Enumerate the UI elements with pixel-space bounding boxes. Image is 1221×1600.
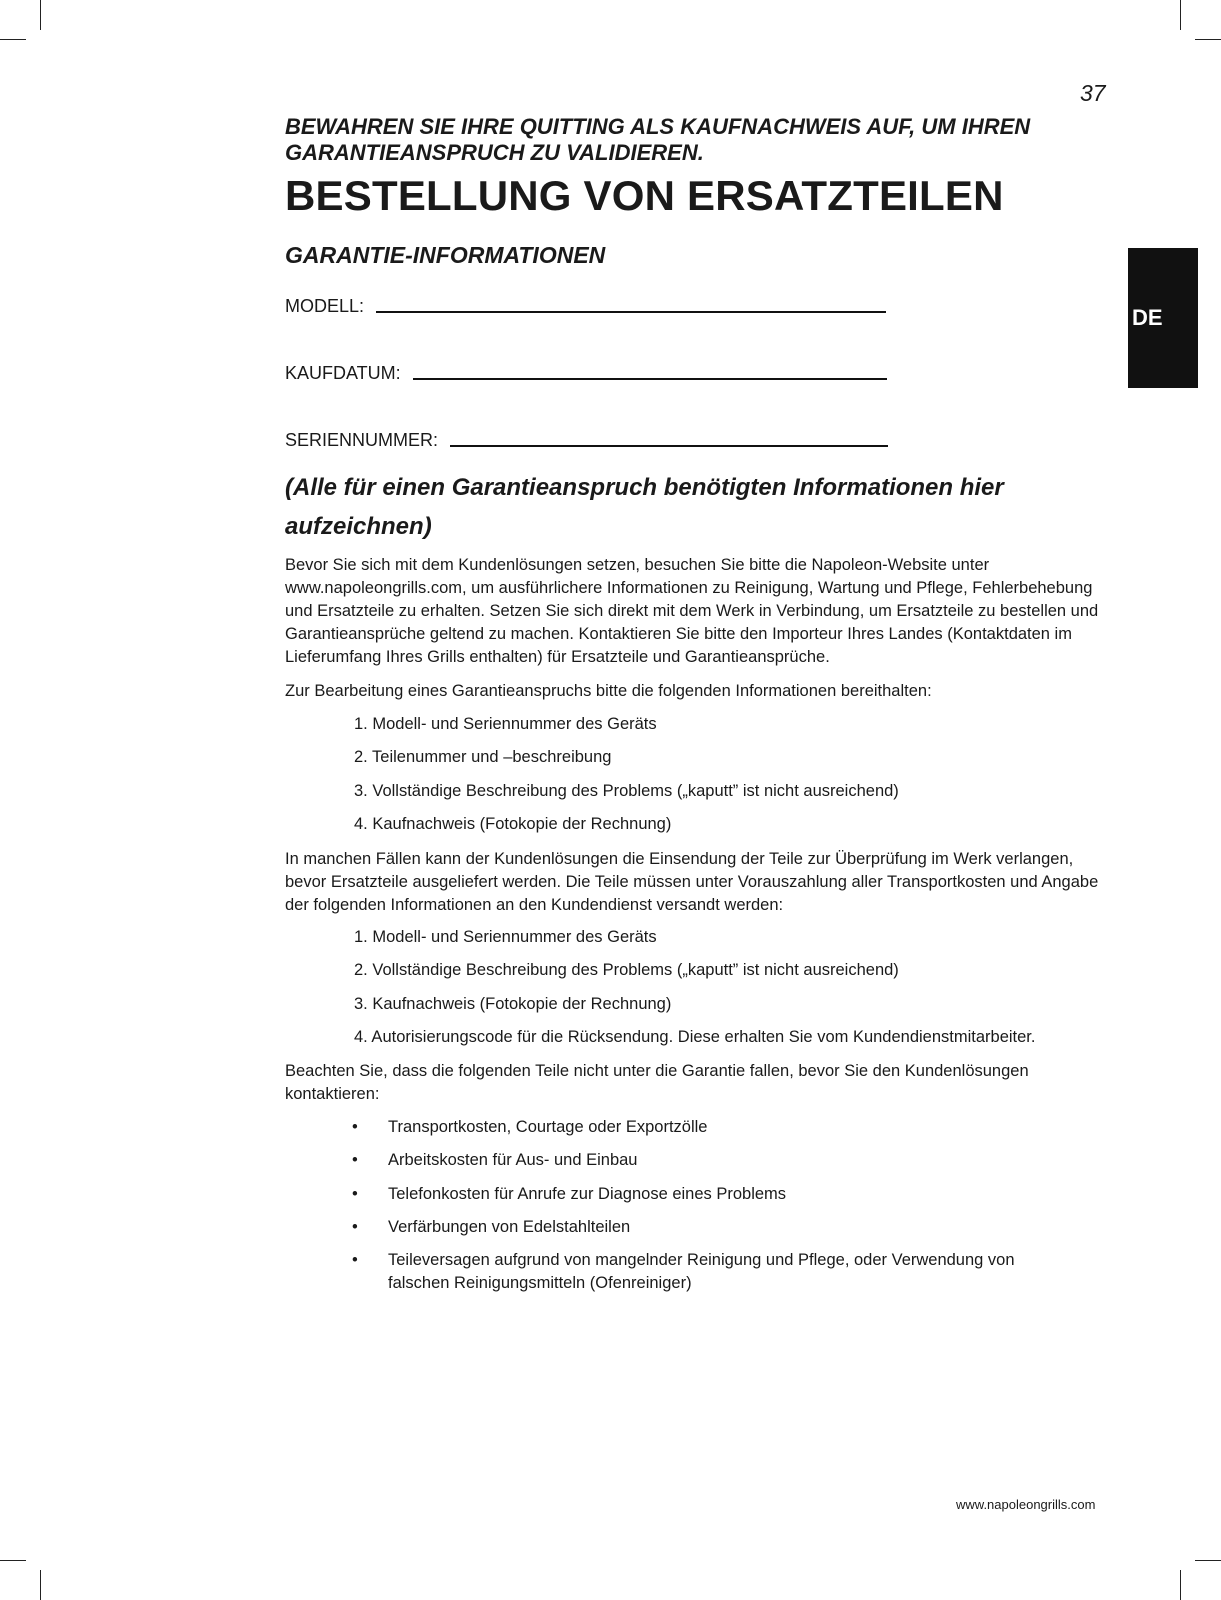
list-item: 2. Teilenummer und –beschreibung	[354, 748, 612, 767]
bullet-icon: •	[352, 1151, 358, 1170]
list-item	[352, 1116, 1072, 1139]
return-paragraph: In manchen Fällen kann der Kundenlösungen die Einsendung der Teile zur Überprüfung im Werk verlangen, bevor Ersatzteile ausgeliefert werden. Die Teile müssen unter Vorauszahlung aller Transportkosten und Angabe der folgenden Informationen an den Kundendienst versandt werden:	[285, 850, 1099, 914]
list-item	[352, 1183, 1072, 1206]
list-item	[352, 1149, 1072, 1172]
purchase-date-input-line[interactable]	[413, 378, 887, 380]
footer-url[interactable]: www.napoleongrills.com	[956, 1497, 1096, 1512]
model-label: MODELL:	[285, 296, 365, 316]
list-item-text: Transportkosten, Courtage oder Exportzölle	[388, 1118, 708, 1136]
model-field	[285, 296, 886, 317]
intro-paragraph: Bevor Sie sich mit dem Kundenlösungen setzen, besuchen Sie bitte die Napoleon-Website unter www.napoleongrills.com, um ausführlichere Informationen zu Reinigung, Wartung und Pflege, Fehlerbehebung und Ersatzteile zu erhalten. Setzen Sie sich direkt mit dem Werk in Verbindung, um Ersatzteile zu bestellen und Garantieansprüche geltend zu machen. Kontaktieren Sie bitte den Importeur Ihres Landes (Kontaktdaten im Lieferumfang Ihres Grills enthalten) für Ersatzteile und Garantieansprüche.	[285, 556, 1099, 666]
crop-mark-top-left-h	[0, 39, 26, 40]
crop-mark-top-right-v	[1180, 0, 1181, 30]
list-item-text: Verfärbungen von Edelstahlteilen	[388, 1217, 631, 1236]
bullet-icon: •	[352, 1184, 358, 1203]
list-item: 1. Modell- und Seriennummer des Geräts	[354, 715, 657, 733]
claim-intro: Zur Bearbeitung eines Garantieanspruchs bitte die folgenden Informationen bereithalten:	[285, 682, 932, 700]
crop-mark-top-right-h	[1195, 39, 1221, 40]
purchase-date-field	[285, 363, 887, 384]
list-item-text: Telefonkosten für Anrufe zur Diagnose eines Problems	[388, 1184, 787, 1203]
exclusions-intro: Beachten Sie, dass die folgenden Teile nicht unter die Garantie fallen, bevor Sie den Kundenlösungen kontaktieren:	[285, 1062, 1029, 1103]
return-list	[354, 926, 1035, 1059]
list-item-text: Arbeitskosten für Aus- und Einbau	[388, 1151, 638, 1170]
model-input-line[interactable]	[376, 311, 886, 313]
list-item-text: Teileversagen aufgrund von mangelnder Reinigung und Pflege, oder Verwendung von falschen Reinigungsmitteln (Ofenreiniger)	[388, 1251, 1015, 1293]
serial-number-input-line[interactable]	[450, 445, 888, 447]
crop-mark-bottom-left-h	[0, 1560, 26, 1561]
crop-mark-bottom-right-v	[1180, 1570, 1181, 1600]
bullet-icon: •	[352, 1251, 358, 1270]
list-item	[352, 1216, 1072, 1239]
bullet-icon: •	[352, 1217, 358, 1236]
serial-number-field	[285, 430, 888, 451]
serial-number-label: SERIENNUMMER:	[285, 430, 439, 450]
bullet-icon: •	[352, 1118, 358, 1136]
list-item: 2. Vollständige Beschreibung des Problems („kaputt” ist nicht ausreichend)	[354, 961, 899, 980]
purchase-date-label: KAUFDATUM:	[285, 363, 401, 383]
list-item: 4. Kaufnachweis (Fotokopie der Rechnung)	[354, 814, 672, 833]
list-item: 4. Autorisierungscode für die Rücksendung. Diese erhalten Sie vom Kundendienstmitarbeiter.	[354, 1027, 1036, 1046]
list-item	[352, 1249, 1072, 1295]
list-item: 1. Modell- und Seriennummer des Geräts	[354, 928, 657, 946]
crop-mark-bottom-left-v	[40, 1570, 41, 1600]
record-note: (Alle für einen Garantieanspruch benötigten Informationen hier aufzeichnen)	[285, 474, 1004, 540]
crop-mark-bottom-right-h	[1195, 1560, 1221, 1561]
receipt-notice: BEWAHREN SIE IHRE QUITTING ALS KAUFNACHWEIS AUF, UM IHREN GARANTIEANSPRUCH ZU VALIDIEREN.	[285, 114, 1031, 165]
list-item: 3. Kaufnachweis (Fotokopie der Rechnung)	[354, 994, 672, 1013]
crop-mark-top-left-v	[40, 0, 41, 30]
list-item: 3. Vollständige Beschreibung des Problems („kaputt” ist nicht ausreichend)	[354, 781, 899, 800]
claim-list	[354, 713, 899, 846]
language-tab: DE	[1128, 248, 1198, 388]
exclusions-list	[352, 1116, 1072, 1305]
page-title: BESTELLUNG VON ERSATZTEILEN	[285, 172, 1004, 219]
page-number: 37	[1080, 80, 1106, 106]
section-subtitle: GARANTIE-INFORMATIONEN	[285, 242, 606, 268]
